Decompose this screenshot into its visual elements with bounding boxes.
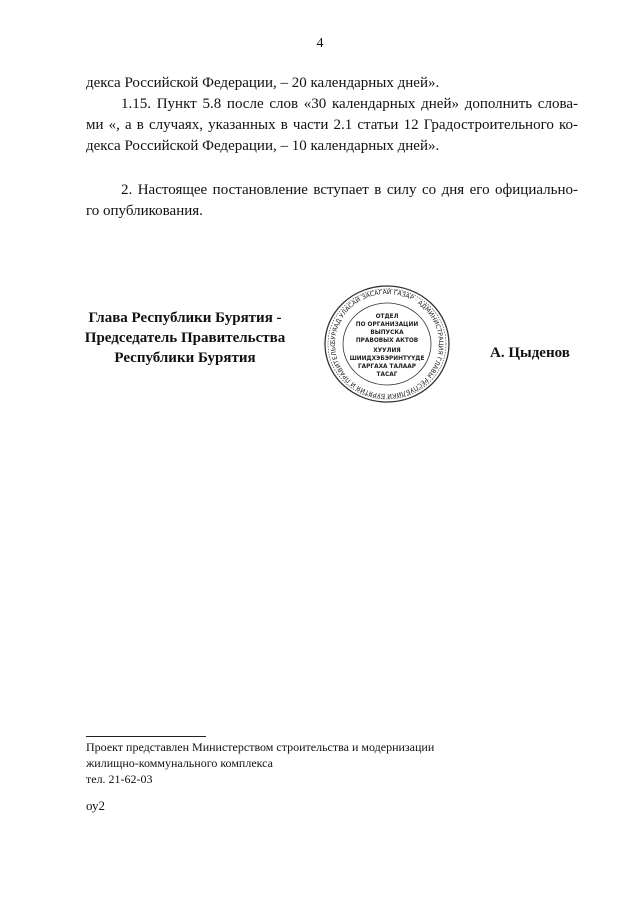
seal-center-line: ХУУЛИЯ <box>373 348 401 354</box>
footer-line: Проект представлен Министерством строительства и модернизации <box>86 740 435 754</box>
seal-center-line: ТАСАГ <box>376 372 398 378</box>
document-code: оу2 <box>86 798 106 813</box>
text-line: 2. Настоящее постановление вступает в силу со дня его официально- <box>121 182 578 198</box>
footer-line: тел. 21-62-03 <box>86 772 153 786</box>
text-line: го опубликования. <box>86 203 203 219</box>
footer-note <box>86 739 434 787</box>
signer-title-line: Председатель Правительства <box>84 330 286 346</box>
text-line: 1.15. Пункт 5.8 после слов «30 календарных дней» дополнить слова- <box>121 96 578 112</box>
seal-center-line: ГАРГАХА ТАЛААР <box>357 364 417 370</box>
seal-ring-text: БУРЯАД УЛАСАЙ ЗАСАГАЙ ГАЗАР · АДМИНИСТРАЦИЯ ГЛАВЫ РЕСПУБЛИКИ БУРЯТИЯ И ПРАВИТЕЛЬС <box>329 288 445 400</box>
seal-center-line: ПО ОРГАНИЗАЦИИ <box>355 322 419 328</box>
paragraph-1 <box>86 73 578 157</box>
signer-name: А. Цыденов <box>490 345 570 361</box>
seal-center-line: ПРАВОВЫХ АКТОВ <box>355 338 419 344</box>
signer-title-line: Республики Бурятия <box>114 350 256 366</box>
seal-center-line: ОТДЕЛ <box>375 314 399 320</box>
seal-center-line: ВЫПУСКА <box>370 330 404 336</box>
seal-graphic <box>316 282 458 406</box>
page-number: 4 <box>316 36 324 51</box>
paragraph-2 <box>86 180 578 222</box>
official-seal <box>316 282 458 406</box>
text-line: декса Российской Федерации, – 20 календарных дней». <box>86 75 440 91</box>
signer-title <box>80 308 290 368</box>
footer-line: жилищно-коммунального комплекса <box>86 756 273 770</box>
text-line: ми «, а в случаях, указанных в части 2.1 статьи 12 Градостроительного ко- <box>86 117 578 133</box>
signer-title-line: Глава Республики Бурятия - <box>88 310 282 326</box>
footnote-divider <box>86 736 206 737</box>
seal-center-line: ШИИДХЭБЭРИНТҮҮДЕ <box>349 356 425 362</box>
text-line: декса Российской Федерации, – 10 календарных дней». <box>86 138 440 154</box>
